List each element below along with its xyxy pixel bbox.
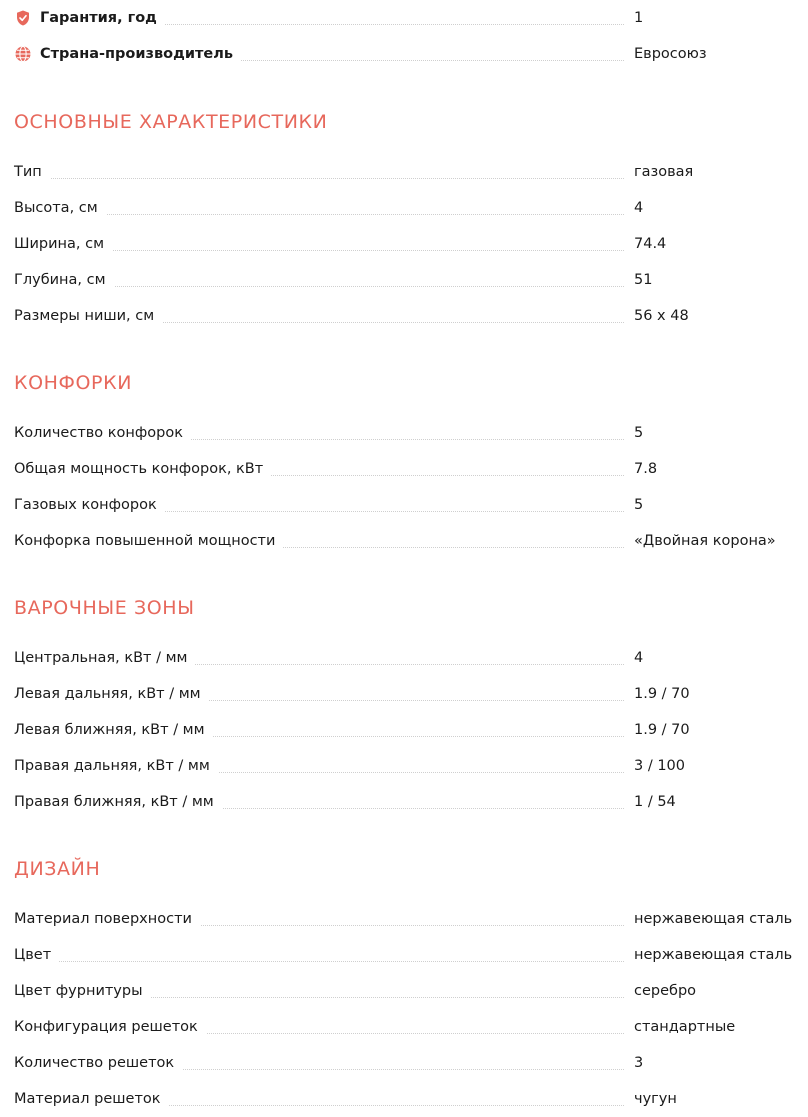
spec-value: 1	[634, 10, 644, 26]
spec-value: газовая	[634, 164, 694, 180]
spec-value: 4	[634, 200, 644, 216]
section-title: КОНФОРКИ	[14, 372, 133, 394]
spec-label: Материал решеток	[14, 1091, 169, 1107]
spec-row	[14, 298, 804, 334]
spec-value: 56 x 48	[634, 308, 689, 324]
spec-value: 74.4	[634, 236, 667, 252]
spec-label: Левая дальняя, кВт / мм	[14, 686, 209, 702]
spec-row	[14, 226, 804, 262]
spec-value: 1 / 54	[634, 794, 676, 810]
spec-label-container	[14, 1081, 634, 1117]
spec-row-warranty	[14, 0, 804, 36]
spec-label: Гарантия, год	[40, 10, 165, 26]
spec-label: Газовых конфорок	[14, 497, 165, 513]
spec-value: 3	[634, 1055, 644, 1071]
spec-row-country	[14, 36, 804, 72]
dotted-leader	[14, 178, 624, 179]
spec-value: нержавеющая сталь	[634, 911, 793, 927]
spec-label-container	[14, 1009, 634, 1045]
spec-value: 51	[634, 272, 653, 288]
section-design	[14, 851, 804, 1117]
spec-row	[14, 190, 804, 226]
spec-value: 5	[634, 497, 644, 513]
spec-row	[14, 523, 804, 559]
spec-value: чугун	[634, 1091, 677, 1107]
spec-row	[14, 415, 804, 451]
spec-value: 5	[634, 425, 644, 441]
spec-label-container	[14, 298, 634, 334]
spec-row	[14, 901, 804, 937]
spec-row	[14, 937, 804, 973]
spec-label-container	[14, 415, 634, 451]
spec-label-container	[14, 712, 634, 748]
spec-row	[14, 712, 804, 748]
spec-label: Ширина, см	[14, 236, 112, 252]
spec-label-container	[14, 784, 634, 820]
spec-label-container	[14, 640, 634, 676]
spec-label: Центральная, кВт / мм	[14, 650, 195, 666]
spec-label: Общая мощность конфорок, кВт	[14, 461, 271, 477]
spec-label: Тип	[14, 164, 50, 180]
section-main-characteristics	[14, 104, 804, 334]
spec-row	[14, 154, 804, 190]
spec-label-container	[14, 36, 634, 72]
spec-label: Глубина, см	[14, 272, 114, 288]
section-cooking-zones	[14, 590, 804, 820]
spec-label-container	[14, 451, 634, 487]
spec-label: Левая ближняя, кВт / мм	[14, 722, 213, 738]
spec-label: Страна-производитель	[40, 46, 241, 62]
spec-label: Конфигурация решеток	[14, 1019, 206, 1035]
spec-row	[14, 748, 804, 784]
spec-label: Цвет	[14, 947, 59, 963]
spec-label-container	[14, 1045, 634, 1081]
spec-row	[14, 451, 804, 487]
spec-label: Количество конфорок	[14, 425, 191, 441]
spec-label-container	[14, 487, 634, 523]
spec-row	[14, 1009, 804, 1045]
section-title: ВАРОЧНЫЕ ЗОНЫ	[14, 597, 195, 619]
spec-row	[14, 784, 804, 820]
spec-row	[14, 1045, 804, 1081]
spec-label: Правая дальняя, кВт / мм	[14, 758, 218, 774]
spec-label-container	[14, 973, 634, 1009]
spec-label-container	[14, 676, 634, 712]
spec-row	[14, 487, 804, 523]
spec-label-container	[14, 0, 634, 36]
spec-value: 3 / 100	[634, 758, 686, 774]
spec-label: Размеры ниши, см	[14, 308, 162, 324]
spec-value: «Двойная корона»	[634, 533, 776, 549]
spec-value: 1.9 / 70	[634, 722, 690, 738]
spec-value: 1.9 / 70	[634, 686, 690, 702]
spec-label: Цвет фурнитуры	[14, 983, 151, 999]
spec-label: Количество решеток	[14, 1055, 182, 1071]
spec-label-container	[14, 262, 634, 298]
spec-row	[14, 973, 804, 1009]
spec-value: 7.8	[634, 461, 658, 477]
section-title: ДИЗАЙН	[14, 858, 101, 880]
key-specs	[14, 0, 804, 72]
spec-label-container	[14, 154, 634, 190]
spec-value: нержавеющая сталь	[634, 947, 793, 963]
globe-icon	[14, 45, 32, 63]
spec-row	[14, 262, 804, 298]
spec-row	[14, 676, 804, 712]
spec-label: Материал поверхности	[14, 911, 200, 927]
spec-label: Правая ближняя, кВт / мм	[14, 794, 222, 810]
spec-value: 4	[634, 650, 644, 666]
dotted-leader	[14, 961, 624, 962]
spec-value: стандартные	[634, 1019, 736, 1035]
section-burners	[14, 365, 804, 559]
shield-check-icon	[14, 9, 32, 27]
spec-label-container	[14, 901, 634, 937]
spec-label-container	[14, 937, 634, 973]
spec-label-container	[14, 226, 634, 262]
spec-value: Евросоюз	[634, 46, 707, 62]
spec-label: Высота, см	[14, 200, 106, 216]
spec-row	[14, 640, 804, 676]
spec-label-container	[14, 748, 634, 784]
section-title: ОСНОВНЫЕ ХАРАКТЕРИСТИКИ	[14, 111, 328, 133]
spec-value: серебро	[634, 983, 697, 999]
spec-label-container	[14, 190, 634, 226]
spec-label: Конфорка повышенной мощности	[14, 533, 283, 549]
spec-row	[14, 1081, 804, 1117]
spec-label-container	[14, 523, 634, 559]
